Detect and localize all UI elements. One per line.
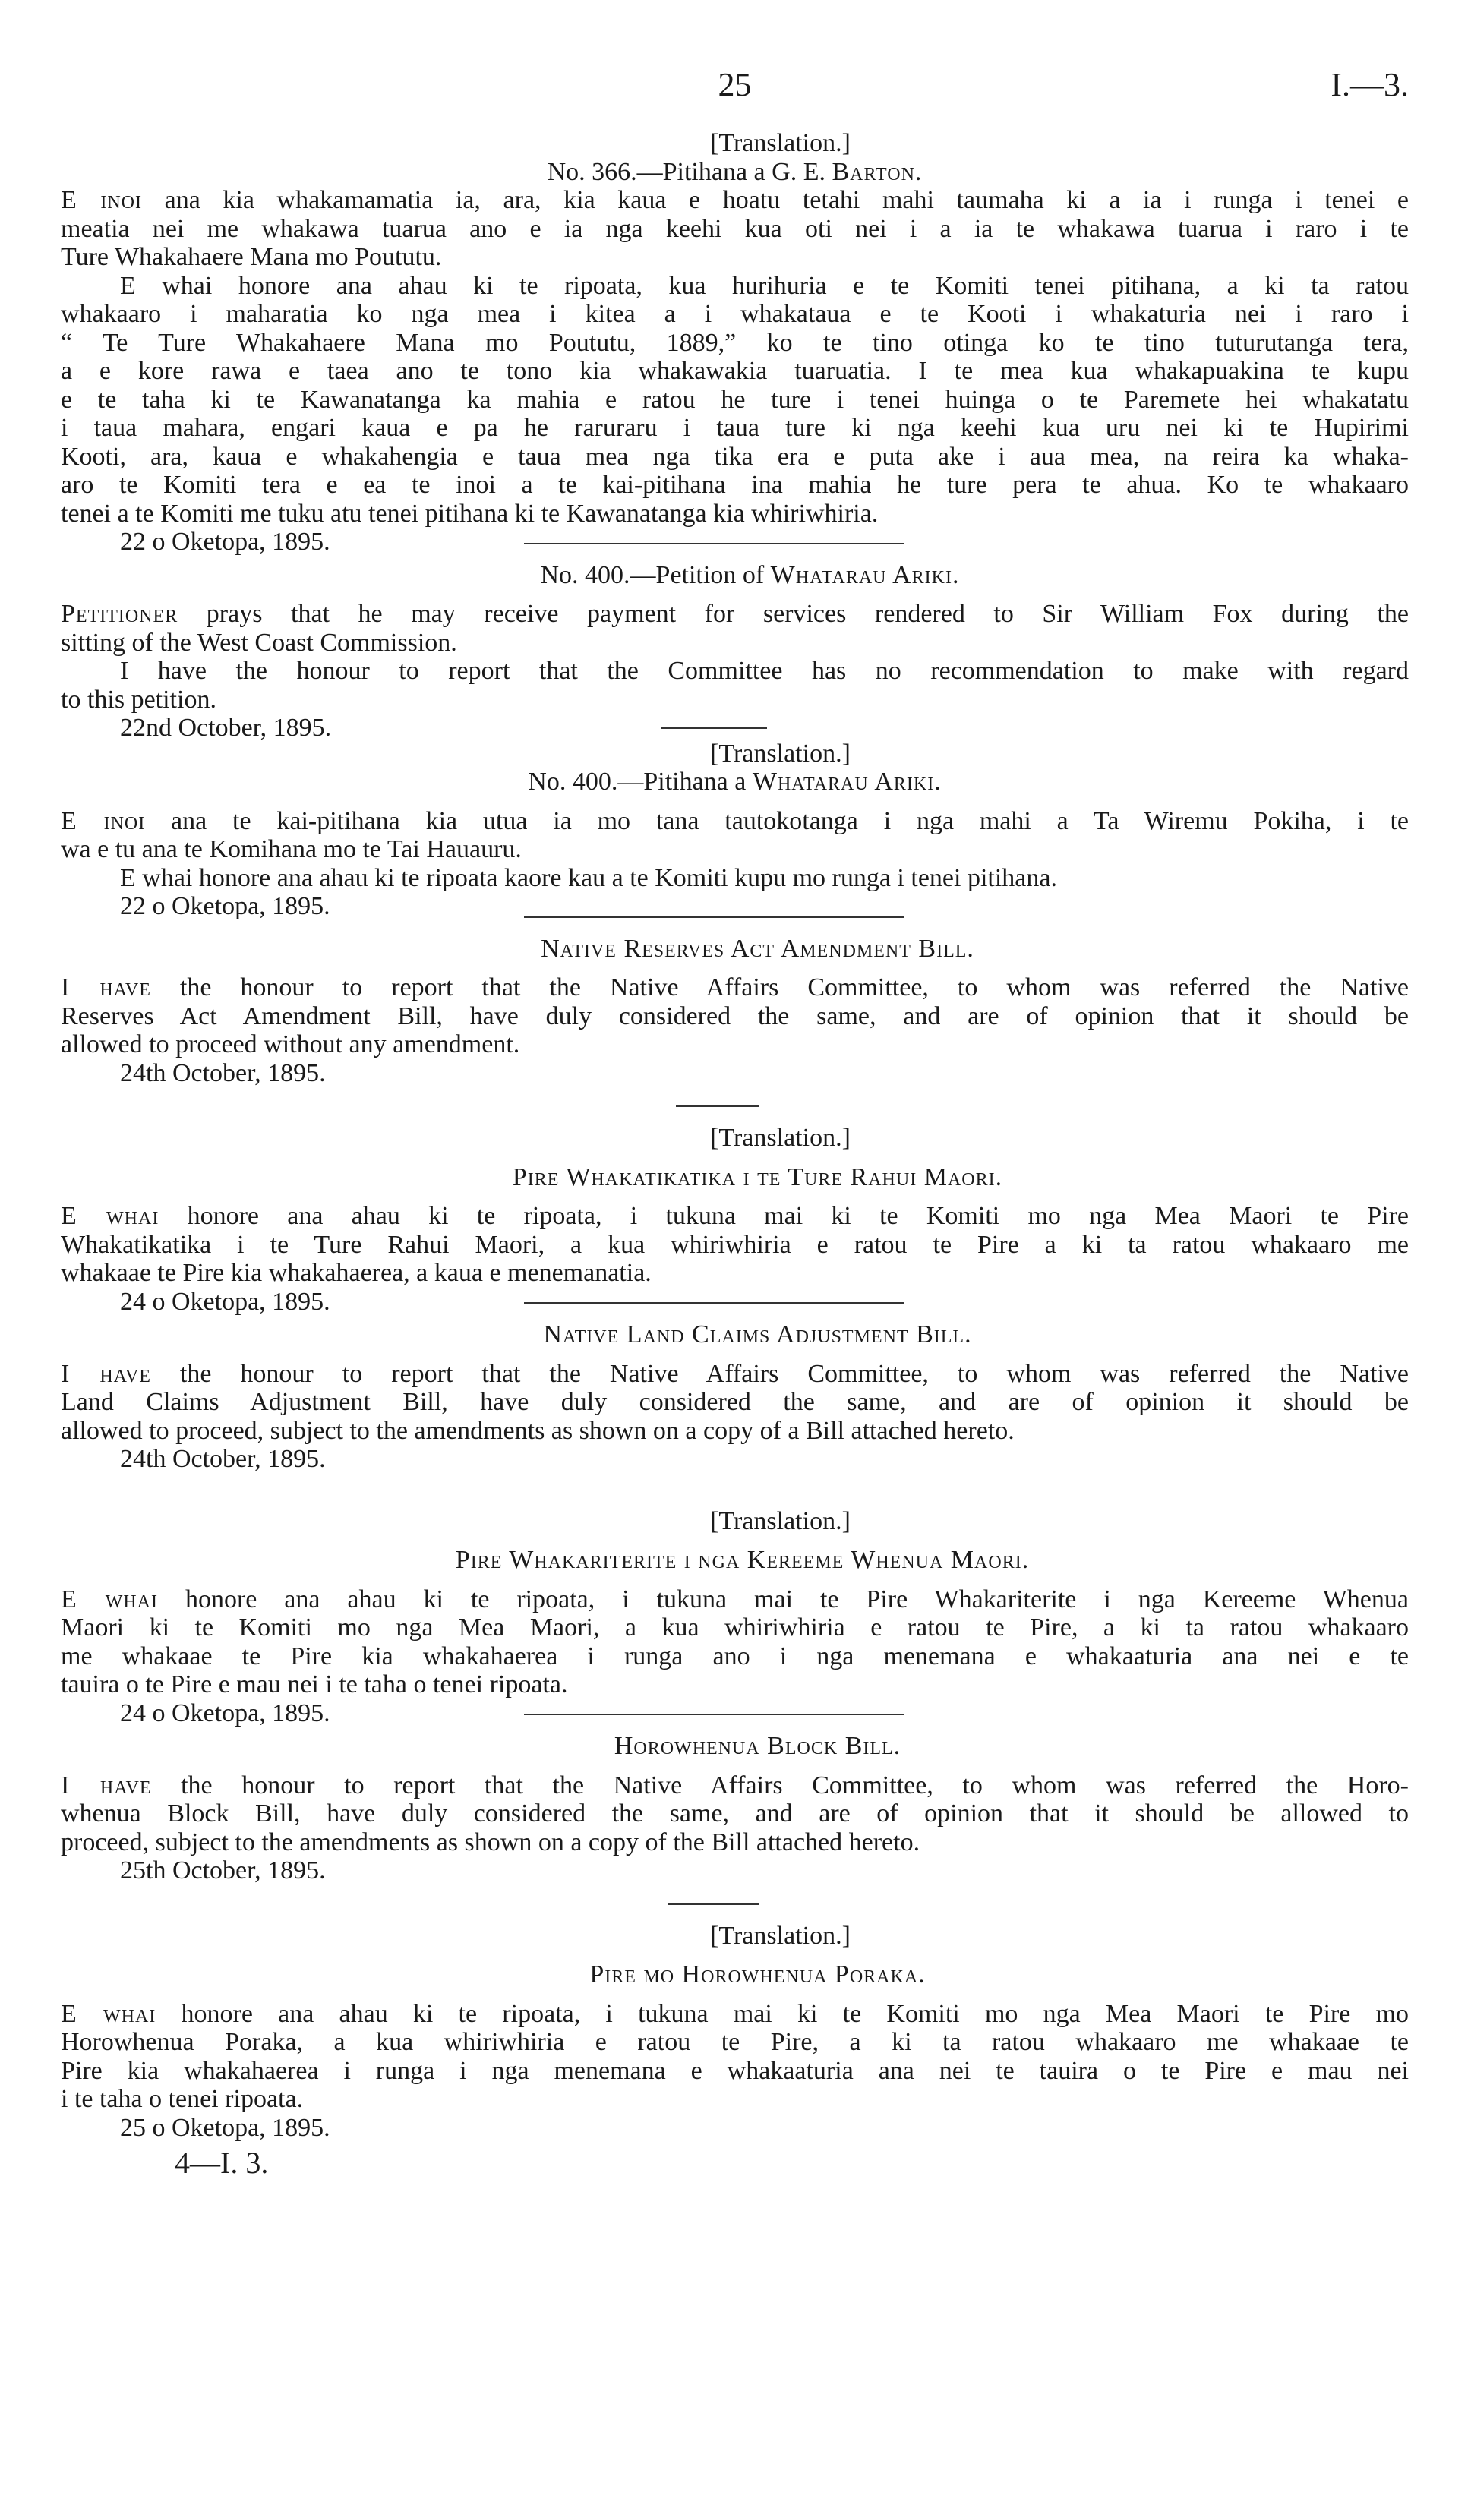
title-prefix: No. 400.—Pitihana a [528,768,753,796]
lead-words: Petitioner [61,600,178,628]
paragraph-line: a e kore rawa e taea ano te tono kia whakawakia tuaruatia. I te mea kua whakapuakina te kupu [61,357,1409,385]
lead-words: E whai [61,1202,159,1230]
lead-words: E inoi [61,186,143,214]
translation-heading: [Translation.] [710,129,851,157]
paragraph-line: whenua Block Bill, have duly considered the same, and are of opinion that it should be allowed to [61,1799,1409,1828]
section-pire-rahui-maori-translation [61,1124,1409,1316]
paragraph-line: E whai honore ana ahau ki te ripoata kaore kau a te Komiti kupu mo runga i tenei pitihana. [120,863,1057,892]
paragraph-line: to this petition. [61,685,216,714]
date-line: 22nd October, 1895. [120,714,332,742]
page-number: 25 [718,66,752,103]
section-pire-horowhenua-poraka-translation [61,1922,1409,2143]
date-line: 22 o Oketopa, 1895. [120,528,330,556]
paragraph-line [61,1360,1409,1389]
text-run: honore ana ahau ki te ripoata, i tukuna mai te Pire Whakariterite i nga Kereeme Whenua [158,1585,1409,1613]
paragraph-line: Pire kia whakahaerea i runga i nga menemana e whakaaturia ana nei te tauira o te Pire e mau nei [61,2056,1409,2085]
translation-heading: [Translation.] [710,1921,851,1950]
section-title [61,768,1409,796]
lead-words: E whai [61,1585,159,1613]
section-title: Pire mo Horowhenua Poraka. [589,1960,926,1989]
lead-words: I have [61,1359,151,1388]
paragraph-line: whakaae te Pire kia whakahaerea, a kaua e menemanatia. [61,1259,652,1287]
paragraph-line: Maori ki te Komiti mo nga Mea Maori, a kua whiriwhiria e ratou te Pire, a ki ta ratou whakaaro [61,1613,1409,1642]
text-run: the honour to report that the Native Affairs Committee, to whom was referred the Native [150,1359,1409,1388]
section-native-reserves-bill [61,935,1409,1088]
translation-heading: [Translation.] [710,1124,851,1152]
text-run: honore ana ahau ki te ripoata, i tukuna mai ki te Komiti mo nga Mea Maori te Pire mo [156,1999,1409,2028]
lead-words: E whai [61,1999,156,2028]
paragraph-line: Reserves Act Amendment Bill, have duly considered the same, and are of opinion that it should be [61,1001,1409,1030]
section-title: Pire Whakatikatika i te Ture Rahui Maori. [512,1162,1003,1191]
paragraph-line [61,1202,1409,1231]
paragraph-line: tenei a te Komiti me tuku atu tenei pitihana ki te Kawanatanga kia whiriwhiria. [61,499,879,528]
date-line: 24th October, 1895. [120,1445,326,1473]
title-prefix: No. 400.—Petition of [540,560,771,589]
paragraph-line: e te taha ki te Kawanatanga ka mahia e ratou he ture i tenei huinga o te Paremete hei whakatatu [61,385,1409,414]
petitioner-name: Barton. [832,157,923,186]
section-native-land-claims-bill [61,1320,1409,1474]
paragraph-line [61,600,1409,629]
text-run: the honour to report that the Native Affairs Committee, to whom was referred the Horo- [151,1771,1409,1799]
paragraph-line: i taua mahara, engari kaua e pa he raruraru i taua ture ki nga keehi kua uru nei ki te Hupirimi [61,414,1409,442]
section-petition-400 [61,561,1409,743]
paragraph-line: proceed, subject to the amendments as shown on a copy of the Bill attached hereto. [61,1828,920,1856]
paragraph-line: meatia nei me whakawa tuarua ano e ia nga keehi kua oti nei i a ia te whakawa tuarua i raro i te [61,214,1409,243]
section-horowhenua-block-bill [61,1732,1409,1885]
text-run: prays that he may receive payment for services rendered to Sir William Fox during the [178,600,1409,628]
signature-mark: 4—I. 3. [175,2146,269,2180]
section-pire-kereeme-whenua-translation [61,1507,1409,1728]
paragraph-line: tauira o te Pire e mau nei i te taha o tenei ripoata. [61,1670,568,1698]
date-line: 24 o Oketopa, 1895. [120,1287,330,1316]
translation-heading: [Translation.] [710,1506,851,1535]
section-title: Native Reserves Act Amendment Bill. [541,934,974,963]
paragraph-line [61,1771,1409,1800]
paragraph-line: whakaaro i maharatia ko nga mea i kitea a i whakataua e te Kooti i whakaturia nei i raro i [61,300,1409,328]
text-run: honore ana ahau ki te ripoata, i tukuna mai ki te Komiti mo nga Mea Maori te Pire [159,1202,1409,1230]
paragraph-line: I have the honour to report that the Committee has no recommendation to make with regard [120,657,1409,685]
date-line: 24 o Oketopa, 1895. [120,1698,330,1727]
section-title: Native Land Claims Adjustment Bill. [543,1320,972,1348]
document-reference: I.—3. [1331,66,1409,103]
paragraph-line: Land Claims Adjustment Bill, have duly considered the same, and are of opinion it should be [61,1388,1409,1416]
section-petition-400-translation [61,740,1409,921]
document-page [61,0,1409,2181]
paragraph-line [61,807,1409,836]
paragraph-line: allowed to proceed, subject to the amendments as shown on a copy of a Bill attached hereto. [61,1416,1015,1445]
section-petition-366-translation [61,129,1409,557]
text-run: the honour to report that the Native Affairs Committee, to whom was referred the Native [150,973,1409,1001]
text-run: ana te kai-pitihana kia utua ia mo tana tautokotanga i nga mahi a Ta Wiremu Pokiha, i te [145,806,1409,835]
paragraph-line: Whakatikatika i te Ture Rahui Maori, a kua whiriwhiria e ratou te Pire a ki ta ratou whakaaro me [61,1230,1409,1259]
paragraph-line: i te taha o tenei ripoata. [61,2085,304,2113]
paragraph-line: Horowhenua Poraka, a kua whiriwhiria e ratou te Pire, a ki ta ratou whakaaro me whakaae te [61,2028,1409,2056]
paragraph-line: wa e tu ana te Komihana mo te Tai Hauauru. [61,835,522,863]
date-line: 25 o Oketopa, 1895. [120,2113,330,2142]
section-title [61,158,1409,187]
paragraph-line: Kooti, ara, kaua e whakahengia e taua mea nga tika era e puta ake i aua mea, na reira ka whaka- [61,442,1409,471]
paragraph-line: me whakaae te Pire kia whakahaerea i runga ano i nga menemana e whakaaturia ana nei e te [61,1642,1409,1670]
paragraph-line [61,1585,1409,1614]
lead-words: E inoi [61,806,146,835]
date-line: 25th October, 1895. [120,1856,326,1884]
paragraph-line: Ture Whakahaere Mana mo Poututu. [61,243,442,271]
paragraph-line: allowed to proceed without any amendment. [61,1030,520,1058]
translation-heading: [Translation.] [710,739,851,768]
petitioner-name: Whatarau Ariki. [752,768,942,796]
section-title: Pire Whakariterite i nga Kereeme Whenua Maori. [455,1546,1030,1574]
section-title: Horowhenua Block Bill. [614,1732,901,1760]
paragraph-line [61,2000,1409,2029]
title-prefix: No. 366.—Pitihana a G. E. [547,157,832,186]
paragraph-line [61,973,1409,1002]
paragraph-line: “ Te Ture Whakahaere Mana mo Poututu, 1889,” ko te tino otinga ko te tino tuturutanga tera, [61,328,1409,357]
paragraph-line: sitting of the West Coast Commission. [61,628,457,657]
lead-words: I have [61,1771,152,1799]
page-header [61,0,1409,129]
paragraph-line: aro te Komiti tera e ea te inoi a te kai-pitihana ina mahia he ture pera te ahua. Ko te whakaaro [61,471,1409,499]
lead-words: I have [61,973,151,1001]
text-run: ana kia whakamamatia ia, ara, kia kaua e hoatu tetahi mahi taumaha ki a ia i runga i tenei e [142,186,1409,214]
section-title [61,561,1409,590]
paragraph-line: E whai honore ana ahau ki te ripoata, kua hurihuria e te Komiti tenei pitihana, a ki ta ratou [120,271,1409,300]
paragraph-line [61,186,1409,215]
date-line: 22 o Oketopa, 1895. [120,892,330,920]
date-line: 24th October, 1895. [120,1058,326,1087]
petitioner-name: Whatarau Ariki. [770,560,960,589]
